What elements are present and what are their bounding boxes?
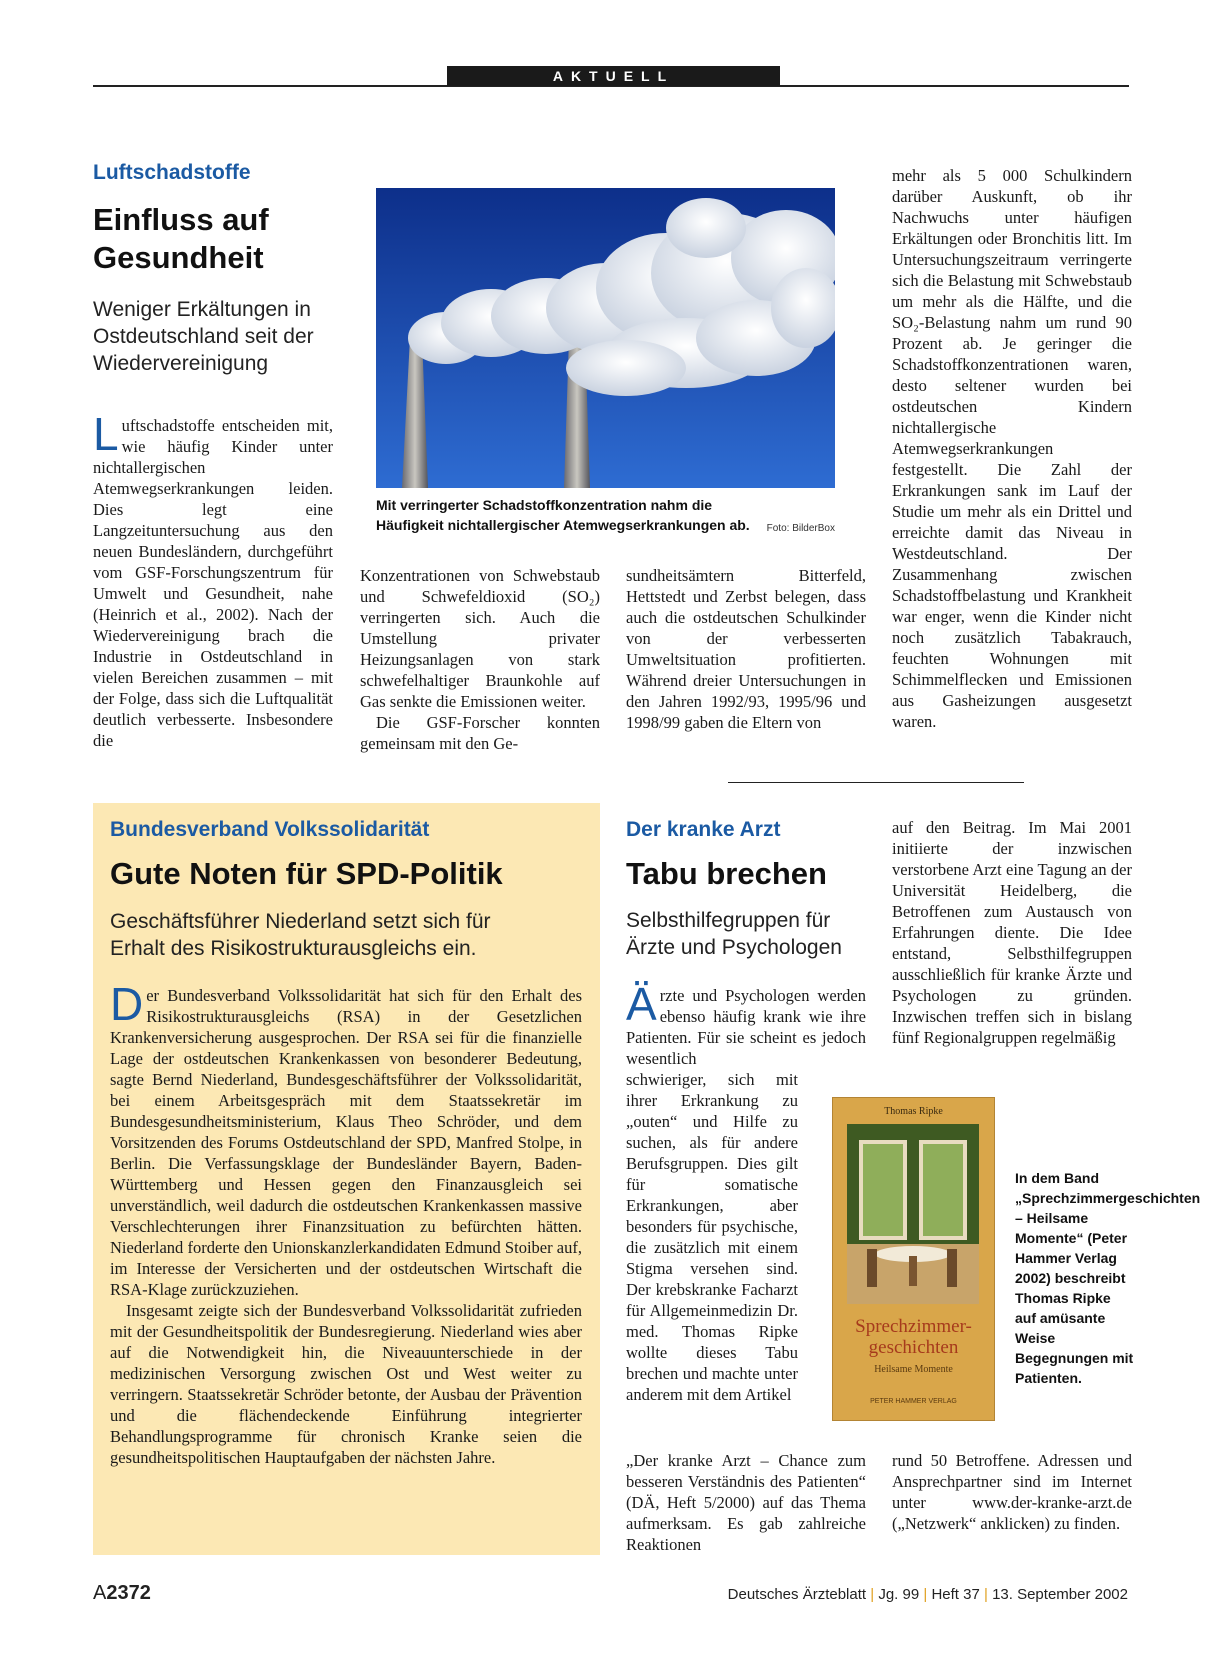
page-prefix: A [93,1582,107,1604]
photo-caption [376,495,835,539]
journal-info: Deutsches Ärzteblatt | Jg. 99 | Heft 37 | 13. September 2002 [727,1586,1128,1603]
section-label: AKTUELL [447,66,780,86]
journal-name: Deutsches Ärzteblatt [727,1586,867,1603]
article1-col2-para1: Konzentrationen von Schwebstaub und Schwefeldioxid (SO₂) verringerten sich. Auch die Umstellung privater Heizungsanlagen von stark schwefelhaltiger Braunkohle auf Gas senkte die Emissionen weiter. [360,566,600,711]
photo-caption-text: Mit verringerter Schadstoffkonzentration nahm die Häufigkeit nichtallergischer Atemwegserkrankungen ab. [376,497,750,533]
article3-col2-top: auf den Beitrag. Im Mai 2001 initiierte der inzwischen verstorbene Arzt eine Tagung an der Universität Heidelberg, die Betroffenen zum Austausch von Erfahrungen diente. Die Idee entstand, Selbsthilfegruppen ausschließlich für kranke Ärzte und Psychologen zu gründen. Inzwischen treffen sich in bislang fünf Regionalgruppen regelmäßig [892,818,1132,1047]
article3-col2-bottom: rund 50 Betroffene. Adressen und Ansprechpartner sind im Internet unter www.der-kranke-arzt.de („Netzwerk“ anklicken) zu finden. [892,1451,1132,1533]
page-number [93,1582,151,1605]
article1-column-4: mehr als 5 000 Schulkindern darüber Auskunft, ob ihr Nachwuchs unter häufigen Erkältungen oder Bronchitis litt. Im Untersuchungszeitraum verringerte sich die Belastung mit Schwebstaub um mehr als die Hälfte, und die SO₂-Belastung nahm um rund 90 Prozent ab. Je geringer die Schadstoffkonzentrationen waren, desto seltener wurden bei ostdeutschen Kindern nichtallergische Atemwegserkrankungen festgestellt. Die Zahl der Erkrankungen sank im Lauf der Studie um mehr als ein Drittel und erreichte damit das Niveau in Westdeutschland. Der Zusammenhang zwischen Schadstoffbelastung und Krankheit war enger, wenn die Kinder nicht noch zusätzlich Tabakrauch, feuchten Wohnungen mit Schimmelflecken und Emissionen aus Gasheizungen ausgesetzt waren. [892,166,1132,731]
article1-column-2 [360,565,600,754]
article2-para1-text: er Bundesverband Volkssolidarität hat sich für den Erhalt des Risikostrukturausgleichs (RSA) in der Gesetzlichen Krankenversicherung ausgesprochen. Der RSA sei für die finanzielle Lage der ostdeutschen Krankenkassen von besonderer Bedeutung, sagte Bernd Niederland, Bundesgeschäftsführer der Volkssolidarität, bei einem Arbeitsgespräch mit dem Staatssekretär im Bundesgesundheitsministerium, Klaus Theo Schröder, und dem Vorsitzenden des Forums Ostdeutschland der SPD, Manfred Stolpe, in Berlin. Die Verfassungsklage der Bundesländer Bayern, Baden-Württemberg und Hessen gegen den Finanzausgleich sei unverständlich, weil dadurch die ostdeutschen Krankenkassen massive Verschlechterungen ihrer Finanzsituation zu befürchten hätten. Niederland forderte den Unionskanzlerkandidaten Edmund Stoiber auf, im Interesse der Versicherten und der ostdeutschen Wirtschaft die RSA-Klage zurückzuziehen. [110,986,582,1299]
book-title-line1: Sprechzimmer- [855,1316,972,1337]
book-title-line2: geschichten [868,1337,959,1358]
article1-col1-text: uftschadstoffe entscheiden mit, wie häufig Kinder unter nichtallergischen Atemwegserkrankungen leiden. Dies legt eine Langzeituntersuchung aus den neuen Bundesländern, durchgeführt vom GSF-Forschungszentrum für Umwelt und Gesundheit, nahe (Heinrich et al., 2002). Nach der Wiedervereinigung brach die Industrie in Ostdeutschland in vielen Bereichen zusammen – mit der Folge, dass sich die Luftqualität deutlich verbesserte. Insbesondere die [93,416,333,750]
book-title [833,1316,994,1358]
article2-subheadline: Geschäftsführer Niederland setzt sich für Erhalt des Risikostrukturausgleichs ein. [110,910,491,960]
article3-col1-mid: schwieriger, sich mit ihrer Erkrankung zu „outen“ und Hilfe zu suchen, als für andere Berufsgruppen. Dies gilt für somatische Erkrankungen, aber besonders für psychische, die zusätzlich mit einem Stigma versehen sind. Der krebskranke Facharzt für Allgemeinmedizin Dr. med. Thomas Ripke wollte dieses Tabu brechen und machte unter anderem mit dem Artikel [626,1070,798,1404]
article3-dropcap: Ä [626,978,657,1030]
article1-headline [93,201,269,277]
journal-date: 13. September 2002 [992,1586,1128,1603]
page-number-value: 2372 [106,1582,151,1604]
article1-kicker: Luftschadstoffe [93,161,251,184]
book-interior-image [847,1124,979,1304]
article3-headline: Tabu brechen [626,856,827,891]
book-cover [832,1097,995,1421]
article2-body [110,978,582,1468]
smokestack-photo [376,188,835,488]
divider-rule [728,782,1024,783]
smokestack-image [376,188,835,488]
article1-headline-line2: Gesundheit [93,240,264,275]
article3-kicker: Der kranke Arzt [626,818,781,841]
article2-dropcap: D [110,978,144,1030]
article3-col1-top-text: rzte und Psychologen werden ebenso häufig krank wie ihre Patienten. Für sie scheint es jedoch wesentlich [626,986,866,1068]
article3-col1-top [626,978,866,1069]
book-author: Thomas Ripke [884,1106,943,1117]
article1-subheadline: Weniger Erkältungen in Ostdeutschland seit der Wiedervereinigung [93,298,314,375]
book-subtitle: Heilsame Momente [874,1364,953,1375]
book-publisher: PETER HAMMER VERLAG [870,1398,957,1405]
article2-para2: Insgesamt zeigte sich der Bundesverband Volkssolidarität zufrieden mit der Gesundheitspolitik der Bundesregierung. Niederland wies aber auf die Notwendigkeit hin, die Niveauunterschiede in der medizinischen Versorgung zwischen Ost und West weiter zu verringern. Staatssekretär Schröder betonte, der Ausbau der Prävention und die flächendeckende Einführung integrierter Behandlungsprogramme für chronisch Kranke seien die gesundheitspolitischen Hauptaufgaben der nächsten Jahre. [110,1301,582,1467]
journal-issue: Heft 37 [931,1586,980,1603]
article2-para1 [110,978,582,1300]
article1-dropcap: L [93,408,119,460]
book-caption: In dem Band „Sprechzimmergeschichten – Heilsame Momente“ (Peter Hammer Verlag 2002) beschreibt Thomas Ripke auf amüsante Weise Begegnungen mit Patienten. [1015,1170,1201,1386]
article1-column-1 [93,408,333,755]
article1-column-3: sundheitsämtern Bitterfeld, Hettstedt und Zerbst belegen, dass auch die ostdeutschen Schulkinder von der verbesserten Umweltsituation profitierten. Während dreier Untersuchungen in den Jahren 1992/93, 1995/96 und 1998/99 gaben die Eltern von [626,566,866,732]
article2-headline: Gute Noten für SPD-Politik [110,856,503,891]
journal-volume: Jg. 99 [878,1586,920,1603]
article3-subheadline: Selbsthilfegruppen für Ärzte und Psychologen [626,909,842,959]
article2-kicker: Bundesverband Volkssolidarität [110,818,430,841]
article3-col1-bottom: „Der kranke Arzt – Chance zum besseren Verständnis des Patienten“ (DÄ, Heft 5/2000) auf das Thema aufmerksam. Es gab zahlreiche Reaktionen [626,1451,866,1554]
article1-headline-line1: Einfluss auf [93,202,269,237]
article1-col2-para2: Die GSF-Forscher konnten gemeinsam mit den Ge- [360,713,600,753]
book-photo [847,1124,979,1304]
photo-credit: Foto: BilderBox [766,523,835,534]
